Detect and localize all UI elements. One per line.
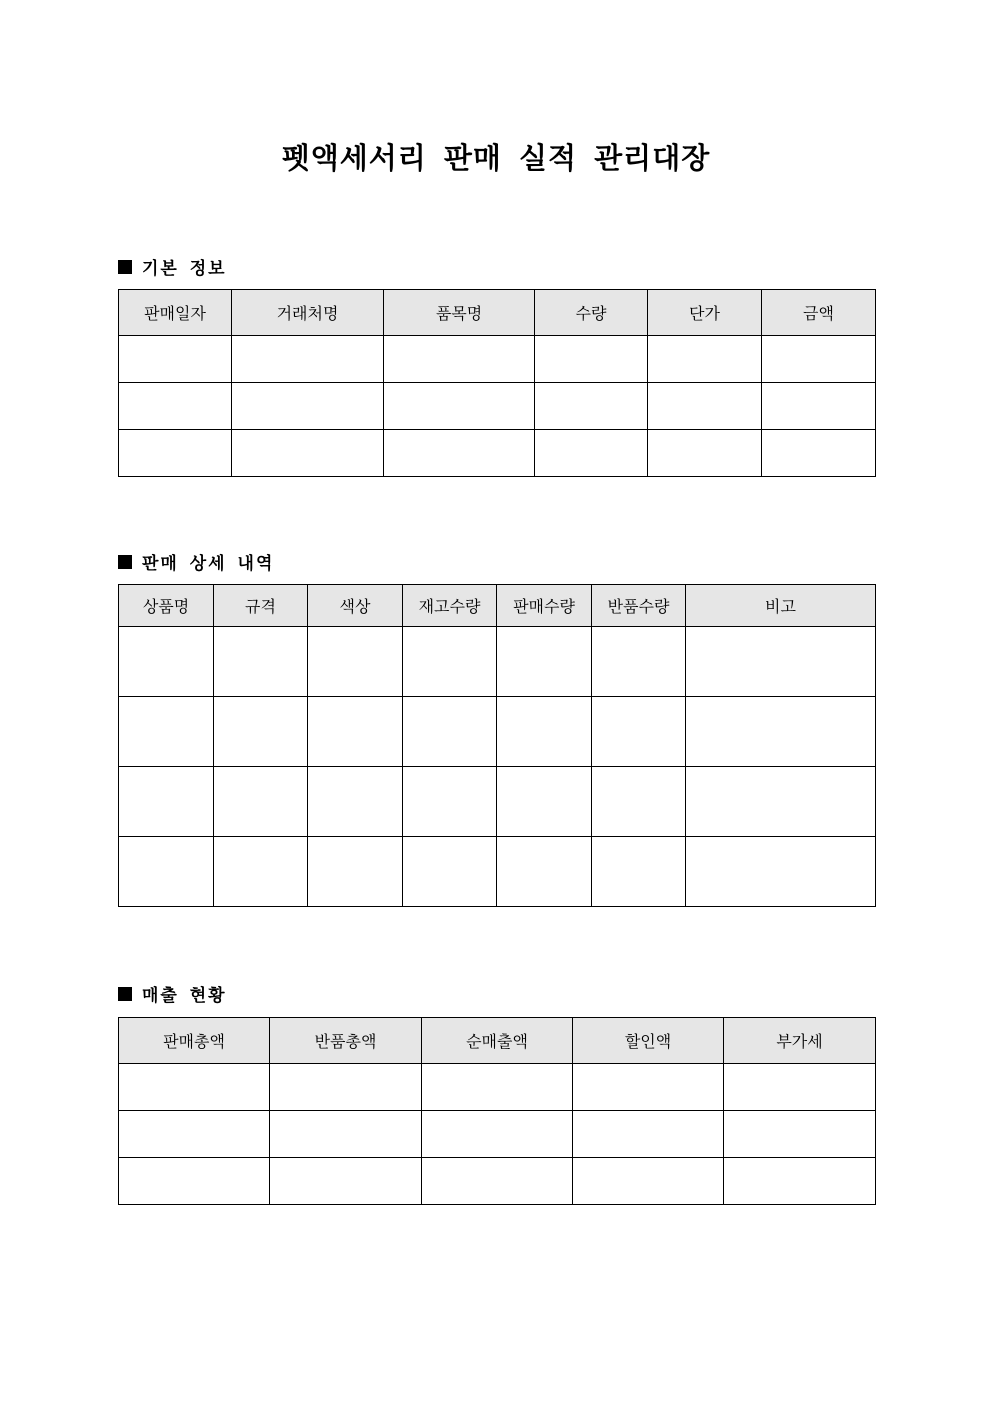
table-cell[interactable]: [119, 837, 214, 907]
table-cell[interactable]: [232, 430, 384, 477]
column-header: 순매출액: [422, 1018, 573, 1064]
table-cell[interactable]: [119, 697, 214, 767]
table-cell[interactable]: [308, 697, 403, 767]
table-cell[interactable]: [422, 1158, 573, 1205]
table-cell[interactable]: [573, 1111, 724, 1158]
table-cell[interactable]: [384, 383, 535, 430]
square-bullet-icon: [118, 555, 132, 569]
column-header: 단가: [648, 290, 762, 336]
header-row: [119, 585, 876, 627]
column-header: 금액: [762, 290, 876, 336]
square-bullet-icon: [118, 260, 132, 274]
table-cell[interactable]: [119, 1111, 270, 1158]
section-heading-text: 판매 상세 내역: [142, 554, 275, 574]
table-cell[interactable]: [119, 1158, 270, 1205]
table-cell[interactable]: [232, 336, 384, 383]
table-cell[interactable]: [724, 1111, 876, 1158]
table-cell[interactable]: [648, 336, 762, 383]
table-cell[interactable]: [762, 430, 876, 477]
table-row: [119, 1158, 876, 1205]
table-row: [119, 627, 876, 697]
section-heading-sales: [118, 981, 227, 1006]
table-cell[interactable]: [592, 697, 686, 767]
table-cell[interactable]: [648, 430, 762, 477]
table-cell[interactable]: [308, 767, 403, 837]
table-cell[interactable]: [403, 697, 497, 767]
table-cell[interactable]: [384, 430, 535, 477]
section-heading-text: 기본 정보: [142, 259, 227, 279]
table-cell[interactable]: [573, 1064, 724, 1111]
column-header: 색상: [308, 585, 403, 627]
table-cell[interactable]: [497, 697, 592, 767]
table-cell[interactable]: [422, 1111, 573, 1158]
table-cell[interactable]: [592, 767, 686, 837]
column-header: 재고수량: [403, 585, 497, 627]
square-bullet-icon: [118, 987, 132, 1001]
table-row: [119, 430, 876, 477]
column-header: 할인액: [573, 1018, 724, 1064]
table-cell[interactable]: [119, 627, 214, 697]
table-cell[interactable]: [403, 837, 497, 907]
table-cell[interactable]: [119, 1064, 270, 1111]
column-header: 판매일자: [119, 290, 232, 336]
table-cell[interactable]: [686, 767, 876, 837]
header-row: [119, 290, 876, 336]
table-cell[interactable]: [403, 767, 497, 837]
column-header: 품목명: [384, 290, 535, 336]
table-row: [119, 1064, 876, 1111]
table-cell[interactable]: [232, 383, 384, 430]
column-header: 반품수량: [592, 585, 686, 627]
column-header: 판매총액: [119, 1018, 270, 1064]
table-cell[interactable]: [592, 837, 686, 907]
table-cell[interactable]: [762, 336, 876, 383]
section-heading-basic: [118, 254, 227, 279]
table-row: [119, 837, 876, 907]
table-cell[interactable]: [535, 430, 648, 477]
table-row: [119, 336, 876, 383]
table-row: [119, 1111, 876, 1158]
column-header: 상품명: [119, 585, 214, 627]
column-header: 비고: [686, 585, 876, 627]
page-title: 펫액세서리 판매 실적 관리대장: [281, 141, 711, 175]
table-cell[interactable]: [308, 837, 403, 907]
table-cell[interactable]: [592, 627, 686, 697]
table-cell[interactable]: [497, 837, 592, 907]
table-cell[interactable]: [119, 383, 232, 430]
basic-info-table: [118, 289, 876, 477]
table-cell[interactable]: [497, 627, 592, 697]
table-cell[interactable]: [535, 383, 648, 430]
table-cell[interactable]: [119, 430, 232, 477]
table-cell[interactable]: [384, 336, 535, 383]
table-cell[interactable]: [724, 1158, 876, 1205]
column-header: 거래처명: [232, 290, 384, 336]
table-cell[interactable]: [214, 627, 308, 697]
table-cell[interactable]: [270, 1111, 422, 1158]
table-cell[interactable]: [119, 767, 214, 837]
column-header: 반품총액: [270, 1018, 422, 1064]
column-header: 판매수량: [497, 585, 592, 627]
table-cell[interactable]: [535, 336, 648, 383]
table-cell[interactable]: [724, 1064, 876, 1111]
table-cell[interactable]: [403, 627, 497, 697]
section-heading-text: 매출 현황: [142, 986, 227, 1006]
table-row: [119, 383, 876, 430]
column-header: 규격: [214, 585, 308, 627]
table-cell[interactable]: [686, 697, 876, 767]
table-cell[interactable]: [214, 697, 308, 767]
table-cell[interactable]: [214, 837, 308, 907]
table-cell[interactable]: [648, 383, 762, 430]
table-cell[interactable]: [686, 627, 876, 697]
table-cell[interactable]: [270, 1064, 422, 1111]
table-cell[interactable]: [497, 767, 592, 837]
table-cell[interactable]: [214, 767, 308, 837]
table-row: [119, 697, 876, 767]
table-cell[interactable]: [762, 383, 876, 430]
table-cell[interactable]: [270, 1158, 422, 1205]
table-cell[interactable]: [119, 336, 232, 383]
table-cell[interactable]: [422, 1064, 573, 1111]
table-cell[interactable]: [573, 1158, 724, 1205]
sales-status-table: [118, 1017, 876, 1205]
column-header: 부가세: [724, 1018, 876, 1064]
table-cell[interactable]: [686, 837, 876, 907]
section-heading-detail: [118, 549, 274, 574]
column-header: 수량: [535, 290, 648, 336]
header-row: [119, 1018, 876, 1064]
sales-detail-table: [118, 584, 876, 907]
table-cell[interactable]: [308, 627, 403, 697]
table-row: [119, 767, 876, 837]
